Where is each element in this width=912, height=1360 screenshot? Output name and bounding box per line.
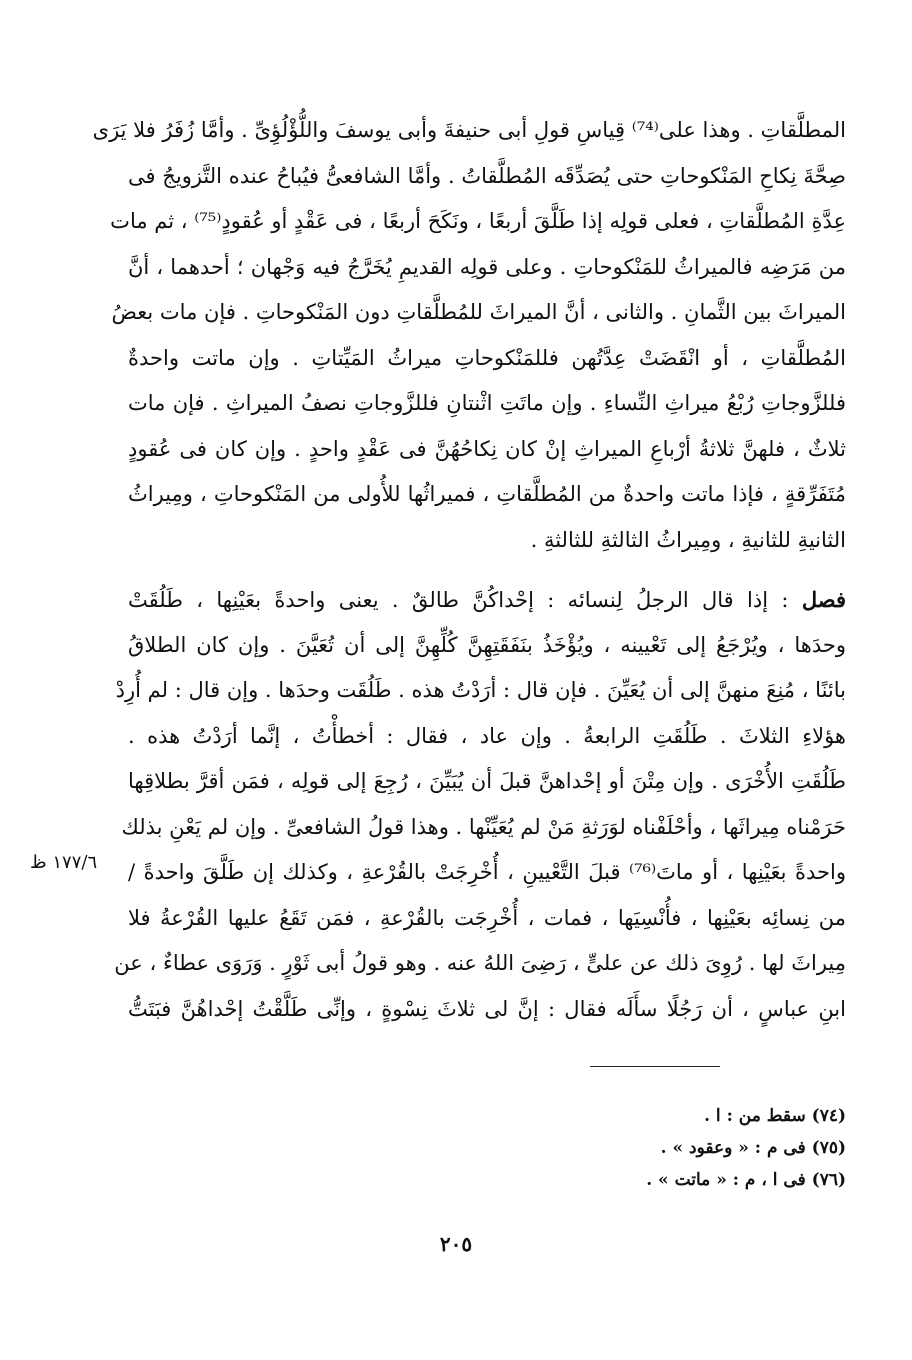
margin-folio-note: ١٧٧/٦ ظ [30,852,98,873]
text-line: ابنِ عباسٍ ، أن رَجُلًا سأَلَه فقال : إنَّ لى ثلاثَ نِسْوةٍ ، وإنِّى طَلَّقْتُ إحْداهُنَّ فبَتَتُّ [128,996,846,1021]
footnote: (٧٥) فى م : « وعقود » . [660,1138,846,1158]
footnote: (٧٦) فى ا ، م : « ماتت » . [646,1170,846,1190]
footnote-divider [590,1066,720,1067]
text-line: هؤلاءِ الثلاثَ . طَلُقَتِ الرابعةُ . وإن عاد ، فقال : أخطأْتُ ، إنَّما أرَدْتُ هذه . [128,723,846,748]
text-line: مِيراثَ لها . رُوِىَ ذلك عن علىٍّ ، رَضِىَ اللهُ عنه . وهو قولُ أبى ثَوْرٍ . وَرَوَى عطاءٌ ، عن [114,951,846,975]
text-line: واحدةً بعَيْنِها ، أو ماتَ⁽⁷⁶⁾ قبلَ التَّعْيينِ ، أُخْرِجَتْ بالقُرْعةِ ، وكذلك إن طَلَّقَ واحدةً / [128,860,846,884]
text-line-rest: : إذا قال الرجلُ لِنسائه : إحْداكُنَّ طالقٌ . يعنى واحدةً بعَيْنِها ، طَلُقَتْ [128,588,789,612]
footnotes [128,1100,846,1196]
text-line: المُطلَّقاتِ ، أو انْقَضَتْ عِدَّتُهن فللمَنْكوحاتِ ميراثُ المَيِّتاتِ . وإن ماتت واحدةٌ [128,345,846,370]
text-line: طَلُقَتِ الأُخْرَى . وإن مِتْنَ أو إحْداهنَّ قبلَ أن يُبَيِّنَ ، رُجِعَ إلى قولِه ، فمَن أقرَّ بطلاقِها [128,769,846,793]
text-line: الثانيةِ للثانيةِ ، ومِيراثُ الثالثةِ للثالثةِ . [530,527,846,552]
text-line: من نِسائِه بعَيْنِها ، فأُنْسِيَها ، فمات ، أُخْرِجَت بالقُرْعةِ ، فمَن تَقَعُ عليها القُرْعةُ فلا [128,905,846,930]
text-line: حَرَمْناه مِيراثَها ، وأحْلَفْناه لوَرَثةِ مَنْ لم يُعَيِّنْها . وهذا قولُ الشافعىِّ . وإن لم يَعْنِ بذلك [121,814,846,839]
page-number: ٢٠٥ [439,1232,473,1256]
text-line: بائنًا ، مُنِعَ منهنَّ إلى أن يُعَيِّنَ . فإن قال : أرَدْتُ هذه . طَلُقَت وحدَها . وإن قال : لم أُرِدْ [115,678,846,702]
text-line: مُتَفَرِّقةٍ ، فإذا ماتت واحدةٌ من المُطلَّقاتِ ، فميراثُها للأُولى من المَنْكوحاتِ ، ومِيراثُ [128,482,846,506]
text-line: الميراثَ بين الثَّمانِ . والثانى ، أنَّ الميراثَ للمُطلَّقاتِ دون المَنْكوحاتِ . فإن مات بعضُ [111,300,846,324]
paragraph-2 [114,577,846,1032]
text-line [128,577,846,623]
paragraph-1 [92,108,846,563]
text-line: فللزَّوجاتِ رُبْعُ ميراثِ النِّساءِ . وإن ماتَتِ اثْنتانِ فللزَّوجاتِ نصفُ الميراثِ . فإن مات [128,391,846,415]
text-line: صِحَّةَ نِكاحِ المَنْكوحاتِ حتى يُصَدِّقَه المُطلَّقاتُ . وأمَّا الشافعىُّ فيُباحُ عنده التَّزويجُ فى [128,163,846,188]
text-line: ثلاثٌ ، فلهنَّ ثلاثةُ أرْباعِ الميراثِ إنْ كان نِكاحُهُنَّ فى عَقْدٍ واحدٍ . وإن كان فى عُقودٍ [128,436,846,461]
text-line: وحدَها ، ويُرْجَعُ إلى تَعْيينه ، ويُؤْخَذُ بنَفَقَتِهِنَّ كُلِّهِنَّ إلى أن تُعَيَّنَ . وإن كان الطلاقُ [128,632,846,657]
text-line: المطلَّقاتِ . وهذا على⁽⁷⁴⁾ قِياسِ قولِ أبى حنيفةَ وأبى يوسفَ واللُّؤْلُؤِىِّ . وأمَّا زُفَرُ فلا يَرَى [92,118,846,142]
text-line: من مَرَضِه فالميراثُ للمَنْكوحاتِ . وعلى قولِه القديمِ يُخَرَّجُ فيه وَجْهان ؛ أحدهما ، أنَّ [128,254,846,279]
section-heading: فصل [801,587,846,612]
footnote: (٧٤) سقط من : ا . [704,1106,846,1126]
text-line: عِدَّةِ المُطلَّقاتِ ، فعلى قولِه إذا طَلَّقَ أربعًا ، ونَكَحَ أربعًا ، فى عَقْدٍ أو عُقودٍ⁽⁷⁵⁾ ، ثم مات [110,209,846,233]
